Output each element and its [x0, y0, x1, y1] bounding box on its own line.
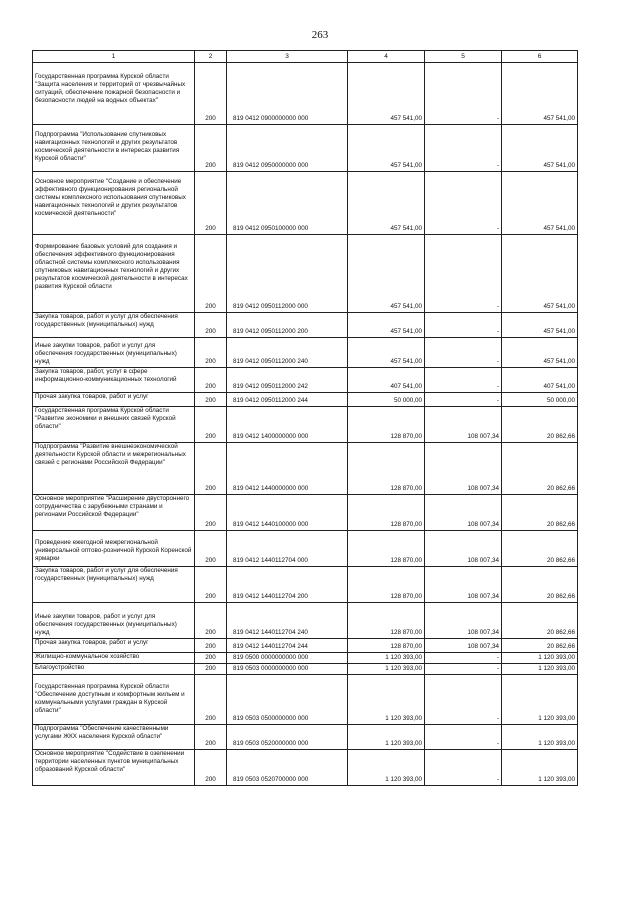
row-name [33, 407, 195, 443]
row-col-6: 1 120 393,00 [502, 653, 578, 664]
row-name-text: Благоустройство [35, 664, 85, 671]
table-row [33, 313, 578, 338]
row-name [33, 653, 195, 664]
row-col-2: 200 [195, 653, 227, 664]
row-col-2: 200 [195, 675, 227, 725]
table-row [33, 664, 578, 675]
row-code: 819 0503 0500000000 000 [227, 675, 348, 725]
row-name-text: Подпрограмма "Развитие внешнеэкономической деятельности Курской области и межрегиональных связей с регионами Российской Федерации" [35, 443, 186, 466]
table-row [33, 750, 578, 786]
row-col-2: 200 [195, 172, 227, 235]
row-col-6: 20 862,66 [502, 639, 578, 653]
row-col-6: 1 120 393,00 [502, 664, 578, 675]
table-row [33, 443, 578, 495]
row-name-text: Государственная программа Курской области "Обеспечение доступным и комфортным жильем и коммунальными услугами граждан в Курской области" [35, 683, 185, 714]
row-col-4: 128 870,00 [348, 407, 425, 443]
row-name-text: Проведение ежегодной межрегиональной универсальной оптово-розничной Курской Коренской ярмарки [35, 539, 192, 562]
header-cell-1: 1 [33, 51, 195, 63]
row-name-text: Иные закупки товаров, работ и услуг для обеспечения государственных (муниципальных) нужд [35, 342, 177, 365]
table-row [33, 495, 578, 531]
row-code: 819 0412 0950112000 200 [227, 313, 348, 338]
table-row [33, 172, 578, 235]
row-code: 819 0503 0000000000 000 [227, 664, 348, 675]
row-name-text: Закупка товаров, работ и услуг для обеспечения государственных (муниципальных) нужд [35, 313, 178, 328]
row-name [33, 639, 195, 653]
row-col-2: 200 [195, 603, 227, 639]
row-col-4: 457 541,00 [348, 235, 425, 313]
row-col-4: 1 120 393,00 [348, 725, 425, 750]
row-code: 819 0412 0950112000 244 [227, 393, 348, 407]
row-name-text: Основное мероприятие "Расширение двустороннего сотрудничества с зарубежными странами и регионами Российской Федерации" [35, 495, 190, 518]
row-col-5: 108 007,34 [425, 407, 502, 443]
row-col-4: 128 870,00 [348, 531, 425, 567]
row-col-2: 200 [195, 313, 227, 338]
row-col-4: 128 870,00 [348, 443, 425, 495]
row-code: 819 0503 0520000000 000 [227, 725, 348, 750]
row-col-6: 457 541,00 [502, 125, 578, 172]
budget-table [32, 50, 578, 786]
row-name [33, 664, 195, 675]
table-row [33, 603, 578, 639]
row-name-text: Подпрограмма "Обеспечение качественными услугами ЖКХ населения Курской области" [35, 725, 169, 740]
row-name [33, 172, 195, 235]
row-col-5: - [425, 664, 502, 675]
row-col-2: 200 [195, 495, 227, 531]
row-name [33, 443, 195, 495]
row-col-5: - [425, 750, 502, 786]
row-col-5: - [425, 125, 502, 172]
row-name-text: Прочая закупка товаров, работ и услуг [35, 639, 149, 646]
row-col-6: 20 862,66 [502, 495, 578, 531]
row-col-6: 20 862,66 [502, 443, 578, 495]
row-col-5: 108 007,34 [425, 639, 502, 653]
row-col-5: - [425, 313, 502, 338]
row-name-text: Закупка товаров, работ и услуг для обеспечения государственных (муниципальных) нужд [35, 567, 178, 582]
row-col-4: 457 541,00 [348, 338, 425, 368]
table-row [33, 393, 578, 407]
row-col-6: 407 541,00 [502, 368, 578, 393]
row-code: 819 0412 1440100000 000 [227, 495, 348, 531]
table-row [33, 338, 578, 368]
row-name [33, 235, 195, 313]
row-name [33, 393, 195, 407]
row-col-6: 457 541,00 [502, 235, 578, 313]
row-code: 819 0412 1440112704 200 [227, 567, 348, 603]
row-col-6: 20 862,66 [502, 603, 578, 639]
row-col-4: 1 120 393,00 [348, 653, 425, 664]
row-col-5: 108 007,34 [425, 531, 502, 567]
row-name-text: Формирование базовых условий для создания и обеспечения эффективного функционирования областной системы комплексного использования спутниковых навигационных технологий и других результатов космической деятельности в интересах развития Курской области [35, 243, 188, 290]
row-col-5: - [425, 725, 502, 750]
row-col-6: 20 862,66 [502, 407, 578, 443]
row-col-2: 200 [195, 393, 227, 407]
row-col-4: 407 541,00 [348, 368, 425, 393]
row-col-4: 128 870,00 [348, 639, 425, 653]
row-col-2: 200 [195, 750, 227, 786]
header-cell-4: 4 [348, 51, 425, 63]
row-name [33, 63, 195, 125]
row-code: 819 0412 0900000000 000 [227, 63, 348, 125]
row-name [33, 368, 195, 393]
row-col-5: 108 007,34 [425, 443, 502, 495]
row-col-5: - [425, 235, 502, 313]
row-code: 819 0503 0520700000 000 [227, 750, 348, 786]
row-code: 819 0412 1440112704 000 [227, 531, 348, 567]
row-col-5: - [425, 393, 502, 407]
header-cell-5: 5 [425, 51, 502, 63]
table-row [33, 368, 578, 393]
row-code: 819 0500 0000000000 000 [227, 653, 348, 664]
row-col-5: - [425, 653, 502, 664]
row-col-2: 200 [195, 664, 227, 675]
row-col-4: 457 541,00 [348, 125, 425, 172]
table-row [33, 63, 578, 125]
row-col-4: 457 541,00 [348, 313, 425, 338]
row-col-2: 200 [195, 567, 227, 603]
row-col-2: 200 [195, 531, 227, 567]
row-name [33, 675, 195, 725]
row-col-4: 1 120 393,00 [348, 675, 425, 725]
row-col-6: 50 000,00 [502, 393, 578, 407]
row-col-5: 108 007,34 [425, 603, 502, 639]
row-col-4: 1 120 393,00 [348, 750, 425, 786]
row-col-6: 1 120 393,00 [502, 750, 578, 786]
row-name [33, 603, 195, 639]
row-col-4: 128 870,00 [348, 567, 425, 603]
row-name-text: Иные закупки товаров, работ и услуг для обеспечения государственных (муниципальных) нужд [35, 613, 177, 636]
row-col-6: 20 862,66 [502, 567, 578, 603]
row-col-2: 200 [195, 407, 227, 443]
row-name-text: Подпрограмма "Использование спутниковых навигационных технологий и других результатов космической деятельности в интересах развития Курской области" [35, 131, 180, 162]
row-name [33, 338, 195, 368]
row-code: 819 0412 0950100000 000 [227, 172, 348, 235]
row-code: 819 0412 0950112000 000 [227, 235, 348, 313]
table-body [33, 63, 578, 786]
row-col-4: 457 541,00 [348, 63, 425, 125]
row-col-5: - [425, 675, 502, 725]
table-row [33, 567, 578, 603]
table-row [33, 639, 578, 653]
row-col-5: - [425, 63, 502, 125]
header-row [33, 51, 578, 63]
row-col-5: - [425, 338, 502, 368]
row-name [33, 313, 195, 338]
row-col-6: 457 541,00 [502, 172, 578, 235]
row-col-4: 457 541,00 [348, 172, 425, 235]
row-col-5: 108 007,34 [425, 495, 502, 531]
row-name-text: Государственная программа Курской области "Развитие экономики и внешних связей Курской области" [35, 407, 176, 430]
row-col-6: 1 120 393,00 [502, 725, 578, 750]
row-col-6: 457 541,00 [502, 313, 578, 338]
row-col-2: 200 [195, 368, 227, 393]
header-cell-6: 6 [502, 51, 578, 63]
row-code: 819 0412 0950112000 242 [227, 368, 348, 393]
row-col-6: 457 541,00 [502, 338, 578, 368]
row-col-6: 457 541,00 [502, 63, 578, 125]
table-row [33, 675, 578, 725]
row-col-2: 200 [195, 443, 227, 495]
page-number: 263 [311, 29, 329, 41]
row-name-text: Основное мероприятие "Создание и обеспечение эффективного функционирования региональной системы комплексного использования спутниковых навигационных технологий и других результатов космической деятельности" [35, 178, 186, 217]
row-col-2: 200 [195, 725, 227, 750]
row-name-text: Государственная программа Курской области "Защита населения и территорий от чрезвычайных ситуаций, обеспечение пожарной безопасности и безопасности людей на водных объектах" [35, 73, 186, 104]
row-col-2: 200 [195, 125, 227, 172]
row-code: 819 0412 1440112704 240 [227, 603, 348, 639]
row-name [33, 750, 195, 786]
row-code: 819 0412 0950000000 000 [227, 125, 348, 172]
row-code: 819 0412 1400000000 000 [227, 407, 348, 443]
table-row [33, 653, 578, 664]
table-row [33, 235, 578, 313]
row-name [33, 725, 195, 750]
header-cell-3: 3 [227, 51, 348, 63]
row-col-2: 200 [195, 63, 227, 125]
row-name-text: Закупка товаров, работ, услуг в сфере информационно-коммуникационных технологий [35, 368, 177, 383]
row-col-5: - [425, 368, 502, 393]
row-col-6: 1 120 393,00 [502, 675, 578, 725]
row-col-4: 50 000,00 [348, 393, 425, 407]
table-row [33, 125, 578, 172]
table-row [33, 531, 578, 567]
row-code: 819 0412 0950112000 240 [227, 338, 348, 368]
row-name-text: Основное мероприятие "Содействие в озеленении территории населенных пунктов муниципальных образований Курской области" [35, 750, 185, 773]
row-col-4: 1 120 393,00 [348, 664, 425, 675]
row-col-5: 108 007,34 [425, 567, 502, 603]
row-col-2: 200 [195, 338, 227, 368]
row-code: 819 0412 1440000000 000 [227, 443, 348, 495]
row-col-4: 128 870,00 [348, 603, 425, 639]
row-col-6: 20 862,66 [502, 531, 578, 567]
row-col-2: 200 [195, 639, 227, 653]
row-name [33, 531, 195, 567]
row-name [33, 125, 195, 172]
row-name-text: Жилищно-коммунальное хозяйство [35, 653, 140, 660]
row-col-4: 128 870,00 [348, 495, 425, 531]
row-code: 819 0412 1440112704 244 [227, 639, 348, 653]
table-row [33, 725, 578, 750]
row-name-text: Прочая закупка товаров, работ и услуг [35, 393, 149, 400]
row-name [33, 495, 195, 531]
row-name [33, 567, 195, 603]
header-cell-2: 2 [195, 51, 227, 63]
row-col-5: - [425, 172, 502, 235]
row-col-2: 200 [195, 235, 227, 313]
table-row [33, 407, 578, 443]
